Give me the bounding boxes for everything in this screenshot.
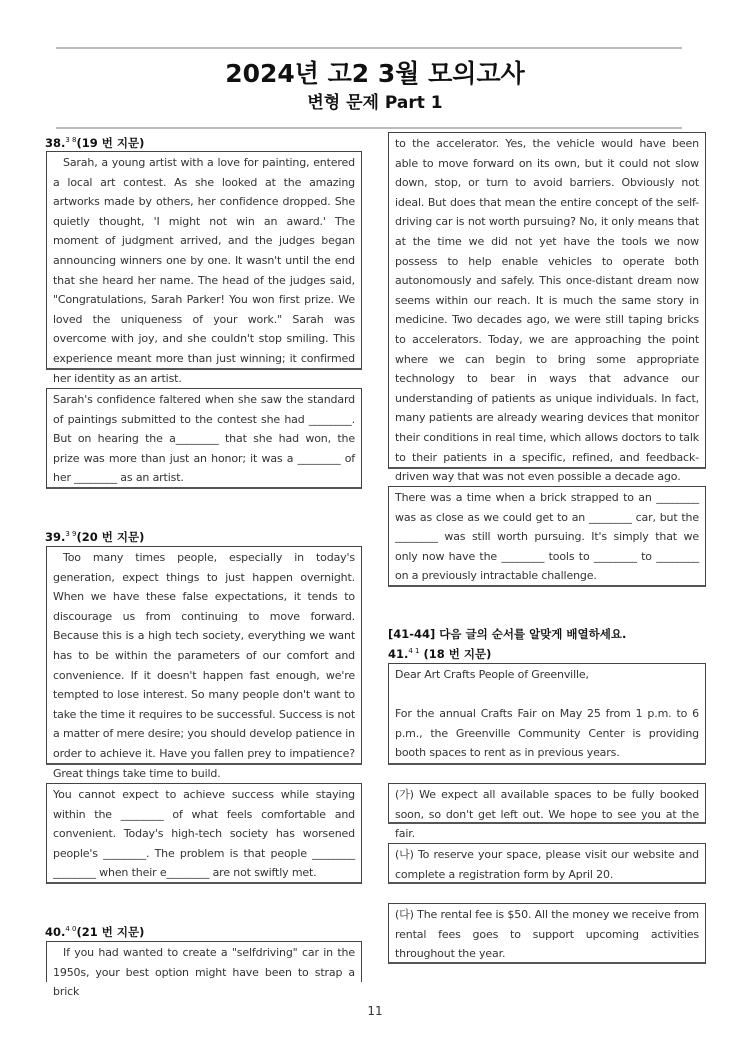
question-41-intro: Dear Art Crafts People of Greenville, For the annual Crafts Fair on May 25 from 1 p.m. to 6 p.m., the Greenville Community Center is providing booth spaces to rent as in previous years. bbox=[388, 663, 706, 765]
question-39-passage: Too many times people, especially in today's generation, expect things to just happen overnight. When we have these false expectations, it tends to discourage us from continuing to move forward. Because this is a high tech society, everything we want has to be within the parameters of our comfort and convenience. If it doesn't happen fast enough, we're tempted to lose interest. So many people don't want to take the time it requires to be successful. Success is not a matter of mere desire; you should develop patience in order to achieve it. Have you fallen prey to impatience? Great things take time to build. bbox=[46, 546, 362, 765]
question-41-option-da: (다) The rental fee is $50. All the money we receive from rental fees goes to support upcoming activities throughout the year. bbox=[388, 903, 706, 964]
question-40-summary: There was a time when a brick strapped to an ________ was as close as we could get to an ________ car, but the ________ was still worth pursuing. It's simply that we only now have the ________ tools to ________ to ________ on a previously intractable challenge. bbox=[388, 486, 706, 587]
page-title: 2024년 고2 3월 모의고사 bbox=[225, 59, 525, 88]
question-38-summary: Sarah's confidence faltered when she saw the standard of paintings submitted to the contest she had ________. But on hearing the a________ that she had won, the prize was more than just an honor; it was a ________ of her ________ as an artist. bbox=[46, 388, 362, 489]
page-number: 11 bbox=[367, 1004, 383, 1018]
question-38-passage: Sarah, a young artist with a love for painting, entered a local art contest. As she looked at the amazing artworks made by others, her confidence dropped. She quietly thought, 'I might not win an award.' The moment of judgment arrived, and the judges began announcing winners one by one. It wasn't until the end that she heard her name. The head of the judges said, "Congratulations, Sarah Parker! You won first prize. We loved the uniqueness of your work." Sarah was overcome with joy, and she couldn't stop smiling. This experience meant more than just winning; it confirmed her identity as an artist. bbox=[46, 151, 362, 370]
question-39-label: 39.$^{3 9}$(20 번 지문) bbox=[45, 530, 145, 544]
page-subtitle: 변형 문제 Part 1 bbox=[307, 93, 443, 113]
header-rule bbox=[56, 127, 682, 129]
question-41-label: 41.$^{4 1}$ (18 번 지문) bbox=[388, 647, 492, 661]
question-38-label: 38.$^{3 8}$(19 번 지문) bbox=[45, 136, 145, 150]
section-instruction: [41-44] 다음 글의 순서를 알맞게 배열하세요. bbox=[388, 627, 627, 641]
question-40-passage-continued: to the accelerator. Yes, the vehicle would have been able to move forward on its own, but it could not slow down, stop, or turn to avoid barriers. Obviously not ideal. But does that mean the entire concept of the self-driving car is not worth pursuing? No, it only means that at the time we did not yet have the tools we now possess to help enable vehicles to operate both autonomously and safely. This once-distant dream now seems within our reach. It is much the same story in medicine. Two decades ago, we were still taping bricks to accelerators. Today, we are approaching the point where we can begin to bring some appropriate technology to bear in ways that advance our understanding of patients as unique individuals. In fact, many patients are already wearing devices that monitor their conditions in real time, which allows doctors to talk to their patients in a specific, refined, and feedback-driven way that was not even possible a decade ago. bbox=[388, 132, 706, 469]
question-40-label: 40.$^{4 0}$(21 번 지문) bbox=[45, 925, 145, 939]
question-41-option-na: (나) To reserve your space, please visit our website and complete a registration form by April 20. bbox=[388, 843, 706, 884]
question-40-passage-start: If you had wanted to create a "selfdriving" car in the 1950s, your best option might have been to strap a brick bbox=[46, 941, 362, 982]
question-39-summary: You cannot expect to achieve success while staying within the ________ of what feels comfortable and convenient. Today's high-tech society has worsened people's ________. The problem is that people ________ ________ when their e________ are not swiftly met. bbox=[46, 783, 362, 884]
question-41-option-ga: (가) We expect all available spaces to be fully booked soon, so don't get left out. We hope to see you at the fair. bbox=[388, 783, 706, 824]
top-rule bbox=[56, 47, 682, 49]
